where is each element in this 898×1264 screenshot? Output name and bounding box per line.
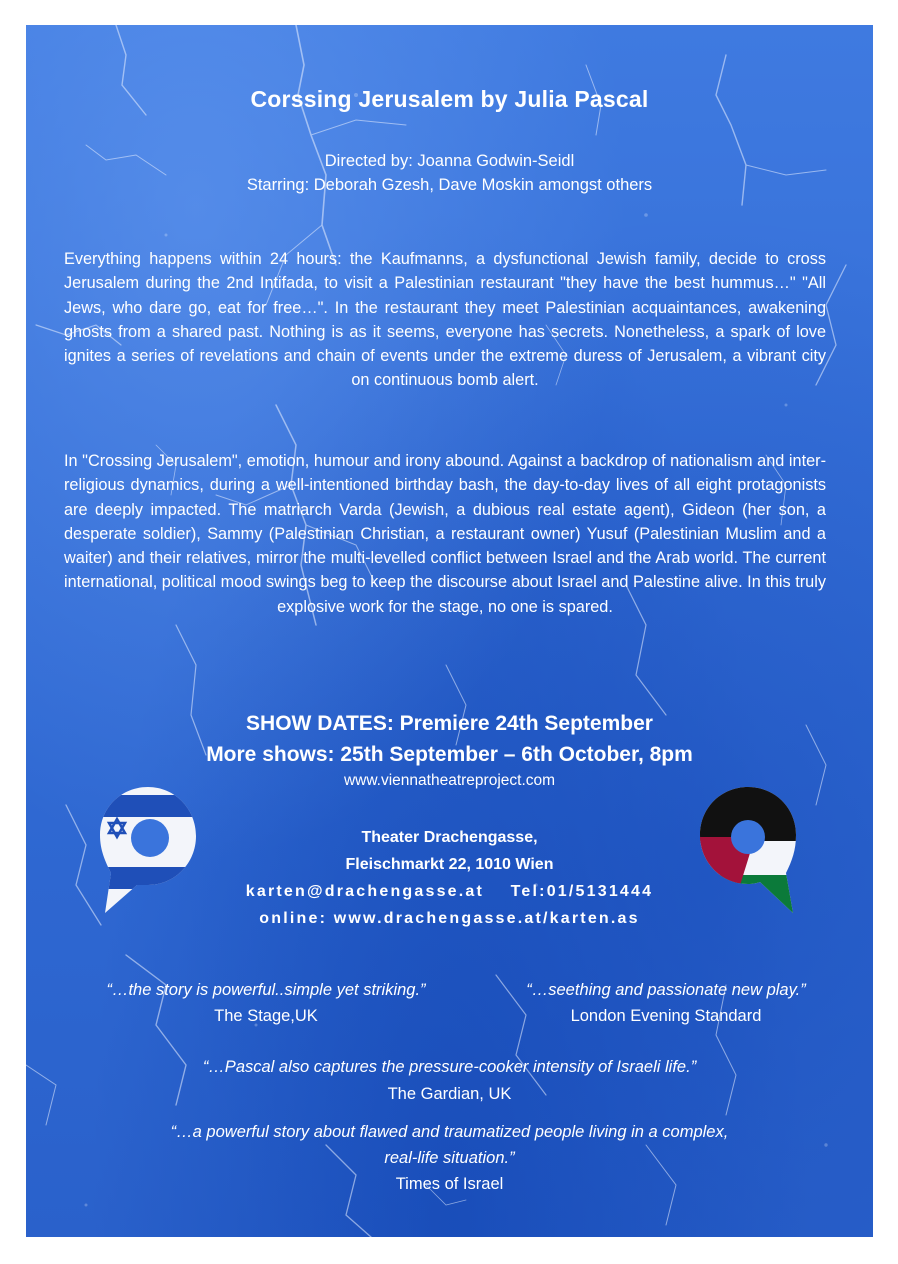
quote-source: Times of Israel [395, 1175, 504, 1193]
review-quote [56, 977, 476, 1029]
venue-address: Fleischmarkt 22, 1010 Wien [345, 856, 554, 873]
poster [26, 25, 873, 1237]
venue-contact[interactable]: karten@drachengasse.at Tel:01/5131444 [245, 883, 654, 900]
director-line: Directed by: Joanna Godwin-Seidl [324, 152, 575, 170]
quote-source: London Evening Standard [570, 1007, 762, 1025]
premiere-date: SHOW DATES: Premiere 24th September [246, 712, 653, 735]
quote-text: “…the story is powerful..simple yet striking.” [106, 981, 426, 999]
show-dates [26, 708, 873, 770]
quote-text: “…Pascal also captures the pressure-cooker intensity of Israeli life.” [202, 1058, 697, 1076]
description-paragraph: In "Crossing Jerusalem", emotion, humour and irony abound. Against a backdrop of nationalism and inter-religious dynamics, during a well-intentioned birthday bash, the day-to-day lives of all eight protagonists are deeply impacted. The matriarch Varda (Jewish, a dubious real estate agent), Gideon (her son, a desperate soldier), Sammy (Palestinian Christian, a restaurant owner) Yusuf (Palestinian Muslim and a waiter) and their relatives, mirror the multi-levelled conflict between Israel and the Arab world. The current international, political mood swings beg to keep the discourse about Israel and Palestine alive. In this truly explosive work for the stage, no one is spared. [64, 452, 826, 616]
quote-text: “…a powerful story about flawed and traumatized people living in a complex, [170, 1123, 729, 1141]
synopsis-paragraph: Everything happens within 24 hours: the Kaufmanns, a dysfunctional Jewish family, decide to cross Jerusalem during the 2nd Intifada, to visit a Palestinian restaurant "they have the best hummus…" "All Jews, who dare go, eat for free…". In the restaurant they meet Palestinian acquaintances, awakening ghosts from a shared past. Nothing is as it seems, everyone has secrets. Nonetheless, a spark of love ignites a series of revelations and chain of events under the extreme duress of Jerusalem, a vibrant city on continuous bomb alert. [64, 250, 826, 390]
more-shows-dates: More shows: 25th September – 6th October, 8pm [206, 743, 693, 766]
quote-text: “…seething and passionate new play.” [526, 981, 806, 999]
page-title: Corssing Jerusalem by Julia Pascal [250, 86, 649, 112]
quote-source: The Stage,UK [214, 1007, 318, 1025]
venue-name: Theater Drachengasse, [361, 829, 538, 846]
cast-line: Starring: Deborah Gzesh, Dave Moskin amongst others [246, 176, 653, 194]
poster-content [26, 25, 873, 1237]
online-tickets-link[interactable]: online: www.drachengasse.at/karten.as [259, 910, 640, 927]
website-link[interactable]: www.viennatheatreproject.com [343, 772, 556, 789]
review-quote [26, 1054, 873, 1108]
credits [26, 149, 873, 197]
review-quote [481, 977, 851, 1029]
quote-source: The Gardian, UK [387, 1085, 512, 1103]
quote-text-continued: real-life situation.” [384, 1149, 515, 1167]
venue-info [26, 824, 873, 932]
review-quote [26, 1119, 873, 1197]
